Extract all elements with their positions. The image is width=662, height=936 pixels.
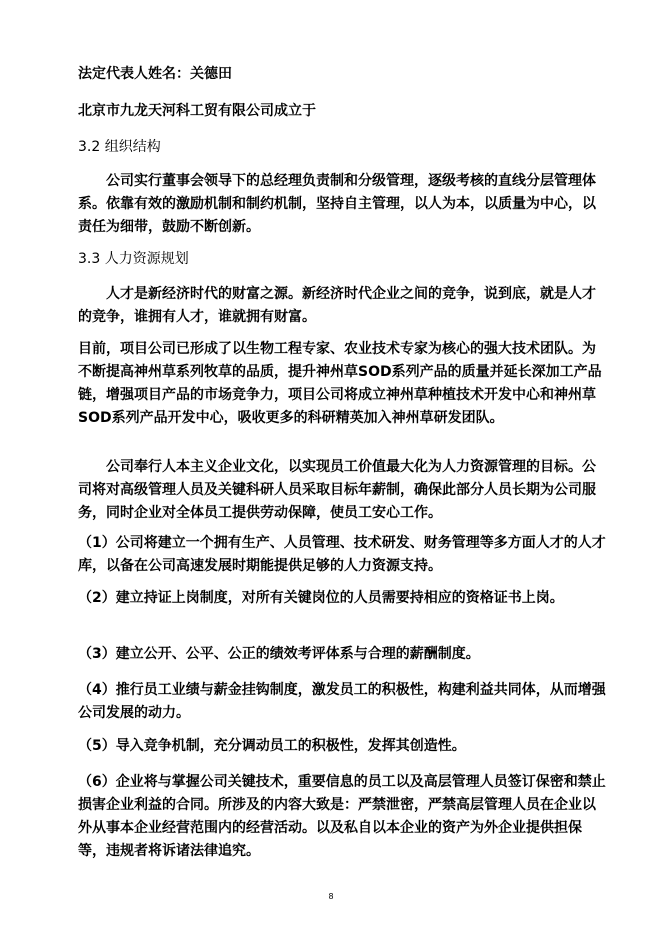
paragraph-organization: 公司实行董事会领导下的总经理负责制和分级管理，逐级考核的直线分层管理体系。依靠有效的激励机制和制约机制，坚持自主管理，以人为本，以质量为中心，以责任为细带，鼓励不断创新。: [78, 173, 596, 235]
list-item-3: （3）建立公开、公平、公正的绩效考评体系与合理的薪酬制度。: [78, 646, 480, 662]
legal-representative-line: 法定代表人姓名：关德田: [78, 66, 232, 82]
paragraph-talent: 人才是新经济时代的财富之源。新经济时代企业之间的竞争，说到底，就是人才的竞争，谁拥有人才，谁就拥有财富。: [78, 286, 596, 325]
section-heading-3-2: 3.2 组织结构: [78, 139, 161, 155]
list-item-6: （6）企业将与掌握公司关键技术，重要信息的员工以及高层管理人员签订保密和禁止损害企业利益的合同。所涉及的内容大致是：严禁泄密，严禁高层管理人员在企业以外从事本企业经营范围内的经营活动。以及私自以本企业的资产为外企业提供担保等，违规者将诉诸法律追究。: [78, 774, 606, 859]
list-item-4: （4）推行员工业绩与薪金挂钩制度，激发员工的积极性，构建利益共同体，从而增强公司发展的动力。: [78, 682, 606, 721]
paragraph-culture: 公司奉行人本主义企业文化，以实现员工价值最大化为人力资源管理的目标。公司将对高级管理人员及关键科研人员采取目标年薪制，确保此部分人员长期为公司服务，同时企业对全体员工提供劳动保障，使员工安心工作。: [78, 459, 596, 521]
list-item-5: （5）导入竞争机制，充分调动员工的积极性，发挥其创造性。: [78, 738, 466, 754]
list-item-1: （1）公司将建立一个拥有生产、人员管理、技术研发、财务管理等多方面人才的人才库，以备在公司高速发展时期能提供足够的人力资源支持。: [78, 535, 606, 574]
company-established-line: 北京市九龙天河科工贸有限公司成立于: [78, 103, 316, 119]
section-heading-3-3: 3.3 人力资源规划: [78, 251, 189, 267]
page-number: 8: [328, 892, 334, 901]
list-item-2: （2）建立持证上岗制度，对所有关键岗位的人员需要持相应的资格证书上岗。: [78, 590, 564, 606]
paragraph-current-team: 目前，项目公司已形成了以生物工程专家、农业技术专家为核心的强大技术团队。为不断提高神州草系列牧草的品质，提升神州草SOD系列产品的质量并延长深加工产品链，增强项目产品的市场竞争力，项目公司将成立神州草种植技术开发中心和神州草SOD系列产品开发中心，吸收更多的科研精英加入神州草研发团队。: [78, 341, 602, 426]
